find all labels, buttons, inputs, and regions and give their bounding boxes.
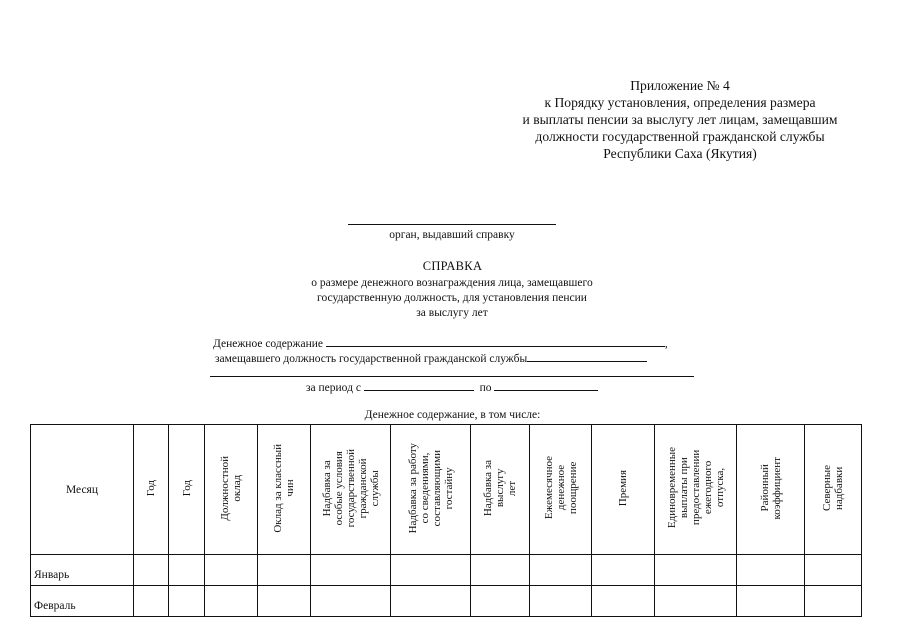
appendix-line: и выплаты пенсии за выслугу лет лицам, замещавшим bbox=[522, 112, 838, 127]
blank-full-line[interactable] bbox=[210, 376, 694, 377]
subtitle-line: за выслугу лет bbox=[416, 307, 488, 319]
value-cell[interactable] bbox=[134, 586, 169, 617]
value-cell[interactable] bbox=[530, 555, 592, 586]
value-cell[interactable] bbox=[655, 586, 737, 617]
value-cell[interactable] bbox=[592, 555, 655, 586]
period-to-field[interactable] bbox=[494, 380, 598, 391]
column-header: Районный коэффициент bbox=[737, 425, 805, 555]
appendix-line: к Порядку установления, определения размера bbox=[544, 95, 816, 110]
column-header: Единовременные выплаты при предоставлении ежегодного отпуска, bbox=[655, 425, 737, 555]
salary-label: Денежное содержание bbox=[213, 338, 324, 350]
table-row bbox=[31, 586, 862, 617]
value-cell[interactable] bbox=[391, 586, 471, 617]
appendix-line: должности государственной гражданской службы bbox=[535, 129, 825, 144]
period-from-label: за период с bbox=[306, 382, 361, 394]
value-cell[interactable] bbox=[205, 555, 258, 586]
table-caption: Денежное содержание, в том числе: bbox=[364, 409, 541, 421]
value-cell[interactable] bbox=[134, 555, 169, 586]
column-header: Год bbox=[169, 425, 205, 555]
position-label: замещавшего должность государственной гражданской службы bbox=[215, 353, 528, 365]
column-header: Надбавка за работу со сведениями, составляющими гостайну bbox=[391, 425, 471, 555]
appendix-header bbox=[480, 77, 880, 162]
value-cell[interactable] bbox=[737, 586, 805, 617]
column-header: Северные надбавки bbox=[805, 425, 862, 555]
value-cell[interactable] bbox=[258, 555, 311, 586]
salary-blank-field[interactable] bbox=[326, 336, 665, 347]
value-cell[interactable] bbox=[205, 586, 258, 617]
salary-line bbox=[213, 336, 668, 350]
column-header-month: Месяц bbox=[31, 425, 134, 555]
column-header: Надбавка за особые условия государственной гражданской службы bbox=[311, 425, 391, 555]
month-cell: Февраль bbox=[31, 586, 134, 617]
appendix-line: Приложение № 4 bbox=[630, 78, 730, 93]
value-cell[interactable] bbox=[391, 555, 471, 586]
month-cell: Январь bbox=[31, 555, 134, 586]
value-cell[interactable] bbox=[471, 586, 530, 617]
position-blank-field[interactable] bbox=[527, 351, 647, 362]
subtitle-line: государственную должность, для установления пенсии bbox=[317, 292, 587, 304]
document-subtitle bbox=[250, 276, 654, 321]
value-cell[interactable] bbox=[805, 586, 862, 617]
value-cell[interactable] bbox=[169, 555, 205, 586]
value-cell[interactable] bbox=[805, 555, 862, 586]
value-cell[interactable] bbox=[737, 555, 805, 586]
period-line bbox=[306, 380, 598, 394]
value-cell[interactable] bbox=[169, 586, 205, 617]
column-header: Год bbox=[134, 425, 169, 555]
value-cell[interactable] bbox=[530, 586, 592, 617]
subtitle-line: о размере денежного вознаграждения лица, замещавшего bbox=[311, 277, 593, 289]
period-to-label: по bbox=[479, 382, 492, 394]
period-from-field[interactable] bbox=[364, 380, 474, 391]
document-title: СПРАВКА bbox=[422, 259, 483, 273]
value-cell[interactable] bbox=[258, 586, 311, 617]
table-row bbox=[31, 555, 862, 586]
position-line bbox=[215, 351, 647, 365]
column-header: Надбавка за выслугу лет bbox=[471, 425, 530, 555]
value-cell[interactable] bbox=[471, 555, 530, 586]
issuer-caption: орган, выдавший справку bbox=[348, 224, 556, 241]
value-cell[interactable] bbox=[655, 555, 737, 586]
column-header: Оклад за классный чин bbox=[258, 425, 311, 555]
value-cell[interactable] bbox=[311, 555, 391, 586]
column-header: Ежемесячное денежное поощрение bbox=[530, 425, 592, 555]
table-header-row bbox=[31, 425, 862, 555]
value-cell[interactable] bbox=[311, 586, 391, 617]
appendix-line: Республики Саха (Якутия) bbox=[603, 146, 757, 161]
value-cell[interactable] bbox=[592, 586, 655, 617]
column-header: Премия bbox=[592, 425, 655, 555]
salary-table bbox=[30, 424, 862, 617]
salary-comma: , bbox=[664, 338, 668, 350]
column-header: Должностной оклад bbox=[205, 425, 258, 555]
